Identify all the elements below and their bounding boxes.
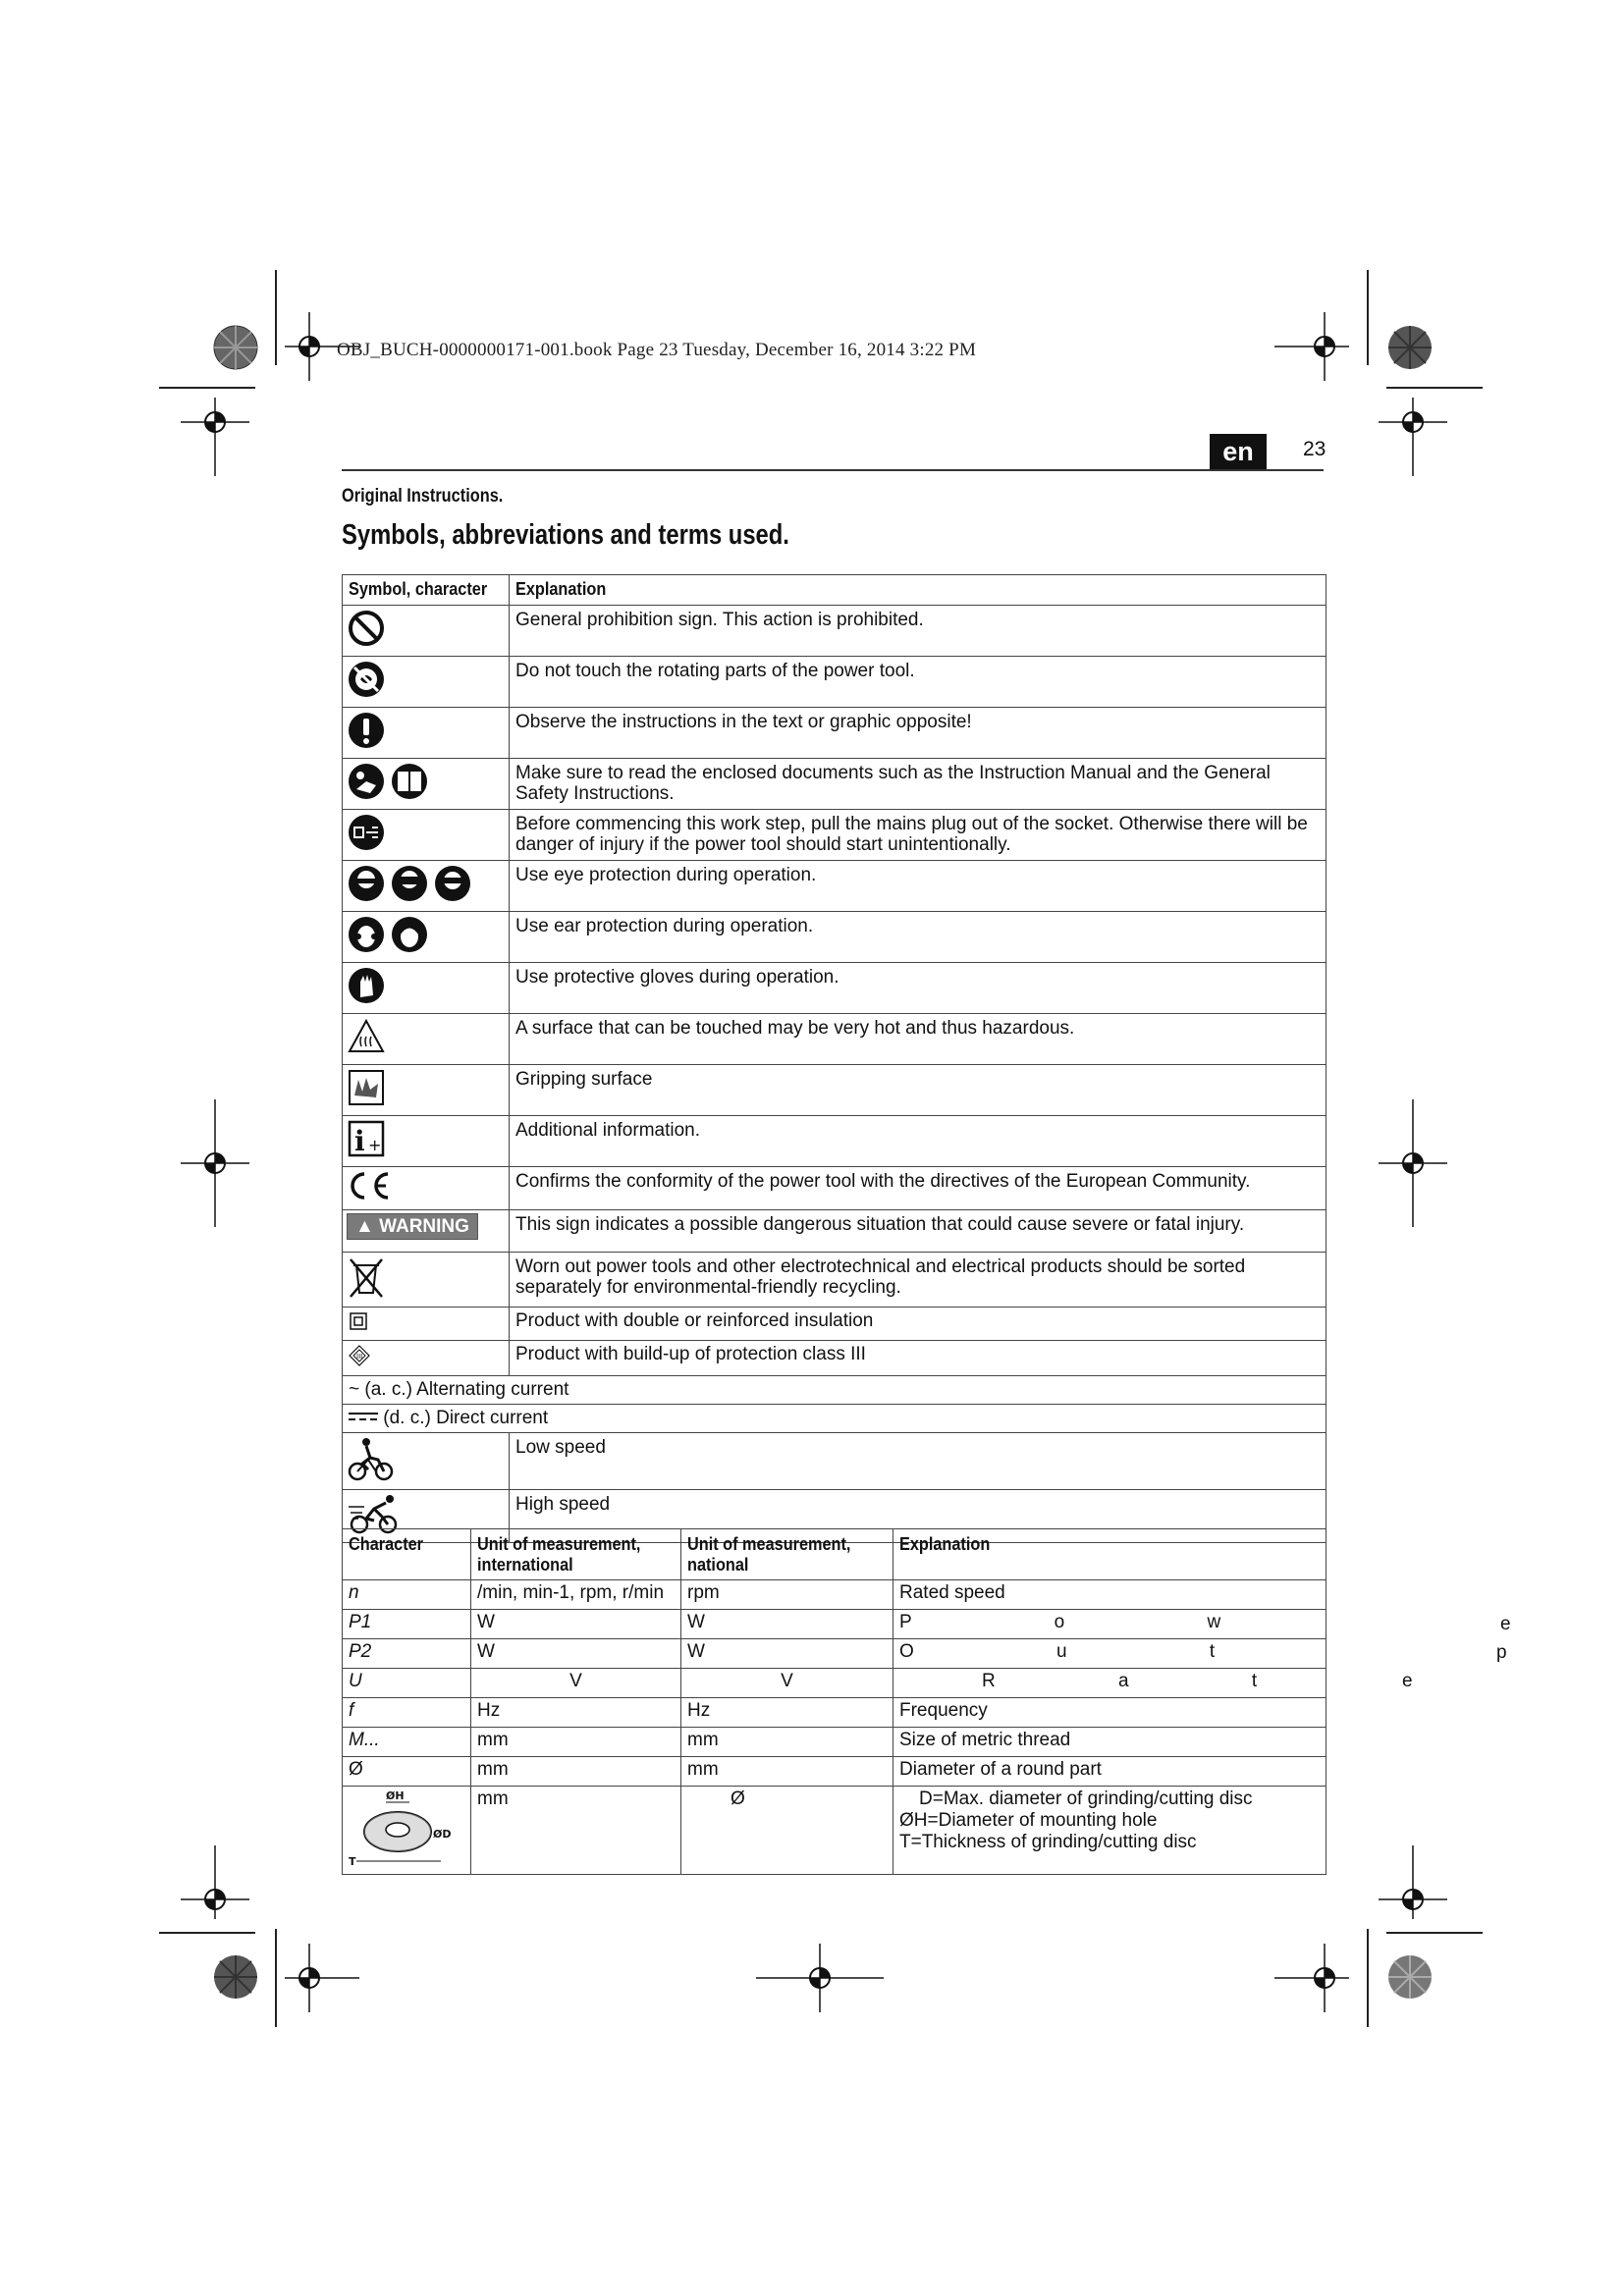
registration-mark-icon <box>181 1845 249 1919</box>
header-rule <box>342 469 1324 471</box>
low-speed-cyclist-icon <box>347 1436 396 1481</box>
table-row <box>343 1610 1326 1639</box>
table-row <box>343 1167 1326 1210</box>
crop-mark <box>159 1932 255 1934</box>
registration-mark-icon <box>1271 312 1349 381</box>
dc-current-line: (d. c.) Direct current <box>383 1408 549 1428</box>
registration-mark-icon <box>1379 1845 1447 1919</box>
symbol-explanation: Observe the instructions in the text or graphic opposite! <box>510 708 1326 759</box>
symbol-explanation: Product with build-up of protection class III <box>510 1341 1326 1376</box>
original-instructions-label: Original Instructions. <box>342 486 504 507</box>
table-row <box>343 1014 1326 1065</box>
intl-unit-cell: mm <box>471 1728 681 1757</box>
hot-surface-icon <box>347 1017 386 1056</box>
symbol-explanation: Product with double or reinforced insulation <box>510 1308 1326 1341</box>
column-header: Symbol, character <box>343 575 510 606</box>
table-row <box>343 708 1326 759</box>
intl-unit-cell: mm <box>471 1787 681 1875</box>
ac-current-line: ~ (a. c.) Alternating current <box>343 1376 1326 1405</box>
svg-text:+: + <box>368 1136 382 1154</box>
column-header: Explanation <box>893 1529 1326 1580</box>
explanation-cell: P o w <box>893 1610 1326 1639</box>
table-row <box>343 1253 1326 1308</box>
symbol-explanation: This sign indicates a possible dangerous situation that could cause severe or fatal injury. <box>510 1210 1326 1253</box>
explanation-line: T=Thickness of grinding/cutting disc <box>899 1832 1197 1852</box>
gripping-surface-icon <box>347 1068 386 1107</box>
symbol-explanation: High speed <box>510 1490 1326 1543</box>
information-icon <box>347 1119 386 1158</box>
crop-mark <box>1367 270 1369 365</box>
registration-mark-icon <box>285 1944 363 2012</box>
overflow-char: p <box>1496 1642 1507 1663</box>
ear-protection-icon <box>347 915 435 954</box>
table-row <box>343 1065 1326 1116</box>
overflow-char: e <box>1402 1671 1413 1691</box>
dc-current-icon <box>349 1410 378 1423</box>
table-row <box>343 1308 1326 1341</box>
table-row <box>343 1433 1326 1490</box>
table-row <box>343 1728 1326 1757</box>
table-row <box>343 810 1326 861</box>
table-row <box>343 912 1326 963</box>
natl-unit-cell: V <box>681 1669 893 1698</box>
read-manual-icon <box>347 762 435 801</box>
natl-unit-cell: W <box>681 1639 893 1669</box>
eye-protection-icon <box>347 864 474 903</box>
table-row <box>343 606 1326 657</box>
ce-mark-icon <box>347 1170 396 1201</box>
table-row <box>343 1580 1326 1610</box>
natl-unit-cell: mm <box>681 1728 893 1757</box>
symbol-explanation: Worn out power tools and other electrotechnical and electrical products should be sorted separately for environmental-friendly recycling. <box>510 1253 1326 1308</box>
table-row <box>343 1405 1326 1433</box>
disc-hole-label: ØH <box>386 1789 405 1802</box>
units-table <box>342 1528 1326 1875</box>
char-cell: f <box>343 1698 471 1728</box>
color-target-icon <box>1386 324 1434 371</box>
crop-mark <box>1386 1932 1483 1934</box>
color-target-icon <box>212 324 259 371</box>
exclamation-icon <box>347 711 386 750</box>
language-badge: en <box>1210 434 1267 469</box>
natl-unit-cell: Hz <box>681 1698 893 1728</box>
crop-mark <box>1386 387 1483 389</box>
symbol-explanation: Additional information. <box>510 1116 1326 1167</box>
char-cell: M... <box>343 1728 471 1757</box>
symbol-explanation: A surface that can be touched may be very hot and thus hazardous. <box>510 1014 1326 1065</box>
svg-text:III: III <box>356 1353 363 1361</box>
symbol-explanation: Make sure to read the enclosed documents such as the Instruction Manual and the General Safety Instructions. <box>510 759 1326 810</box>
unplug-icon <box>347 813 386 852</box>
column-header: Character <box>343 1529 471 1580</box>
table-header-row <box>343 1529 1326 1580</box>
symbols-table <box>342 574 1326 1543</box>
symbol-explanation: Gripping surface <box>510 1065 1326 1116</box>
table-row <box>343 1757 1326 1787</box>
table-row <box>343 861 1326 912</box>
column-header: Unit of measurement, national <box>681 1529 893 1580</box>
explanation-cell: R a t <box>893 1669 1326 1698</box>
explanation-cell: O u t <box>893 1639 1326 1669</box>
section-title: Symbols, abbreviations and terms used. <box>342 519 789 551</box>
column-header: Explanation <box>510 575 1326 606</box>
table-row <box>343 1787 1326 1875</box>
intl-unit-cell: /min, min-1, rpm, r/min <box>471 1580 681 1610</box>
gloves-icon <box>347 966 386 1005</box>
table-row <box>343 1669 1326 1698</box>
warning-label-icon: ▲ WARNING <box>347 1213 478 1240</box>
color-target-icon <box>212 1953 259 2001</box>
svg-text:i: i <box>354 1125 365 1157</box>
disc-diagram-icon <box>347 1789 455 1867</box>
explanation-line: ØH=Diameter of mounting hole <box>899 1810 1158 1831</box>
table-row <box>343 963 1326 1014</box>
natl-unit-cell: mm <box>681 1757 893 1787</box>
table-row <box>343 1376 1326 1405</box>
table-header-row <box>343 575 1326 606</box>
explanation-cell: Rated speed <box>893 1580 1326 1610</box>
crop-mark <box>275 1929 277 2027</box>
table-row <box>343 1639 1326 1669</box>
intl-unit-cell: Hz <box>471 1698 681 1728</box>
crop-mark <box>275 270 277 365</box>
explanation-line: D=Max. diameter of grinding/cutting disc <box>919 1789 1253 1809</box>
table-row <box>343 1116 1326 1167</box>
registration-mark-icon <box>181 1099 249 1227</box>
table-row <box>343 1210 1326 1253</box>
do-not-touch-rotating-icon <box>347 660 386 699</box>
table-row <box>343 1698 1326 1728</box>
registration-mark-icon <box>181 398 249 476</box>
registration-mark-icon <box>1379 398 1447 476</box>
intl-unit-cell: mm <box>471 1757 681 1787</box>
color-target-icon <box>1386 1953 1434 2001</box>
intl-unit-cell: W <box>471 1639 681 1669</box>
explanation-cell: Size of metric thread <box>893 1728 1326 1757</box>
char-cell: U <box>343 1669 471 1698</box>
symbol-explanation: Use eye protection during operation. <box>510 861 1326 912</box>
column-header: Unit of measurement, international <box>471 1529 681 1580</box>
intl-unit-cell: V <box>471 1669 681 1698</box>
char-cell: n <box>343 1580 471 1610</box>
table-row <box>343 1341 1326 1376</box>
page-number: 23 <box>1303 438 1326 460</box>
symbol-explanation: Before commencing this work step, pull the mains plug out of the socket. Otherwise there will be danger of injury if the power tool should start unintentionally. <box>510 810 1326 861</box>
explanation-cell: Frequency <box>893 1698 1326 1728</box>
natl-unit-cell: W <box>681 1610 893 1639</box>
symbol-explanation: Low speed <box>510 1433 1326 1490</box>
explanation-cell: Diameter of a round part <box>893 1757 1326 1787</box>
registration-mark-icon <box>756 1944 884 2012</box>
symbol-explanation: General prohibition sign. This action is prohibited. <box>510 606 1326 657</box>
print-meta-line: OBJ_BUCH-0000000171-001.book Page 23 Tuesday, December 16, 2014 3:22 PM <box>337 340 977 360</box>
crop-mark <box>159 387 255 389</box>
symbol-explanation: Use protective gloves during operation. <box>510 963 1326 1014</box>
natl-unit-cell: rpm <box>681 1580 893 1610</box>
natl-unit-cell: Ø <box>681 1787 893 1875</box>
symbol-explanation: Do not touch the rotating parts of the power tool. <box>510 657 1326 708</box>
disc-outer-label: ØD <box>433 1828 452 1841</box>
symbol-explanation: Use ear protection during operation. <box>510 912 1326 963</box>
char-cell: P1 <box>343 1610 471 1639</box>
protection-class-3-icon <box>349 1345 370 1366</box>
intl-unit-cell: W <box>471 1610 681 1639</box>
weee-bin-icon <box>347 1255 386 1299</box>
double-insulation-icon <box>349 1311 368 1331</box>
table-row <box>343 759 1326 810</box>
overflow-char: e <box>1500 1614 1511 1634</box>
symbol-explanation: Confirms the conformity of the power tool with the directives of the European Community. <box>510 1167 1326 1210</box>
registration-mark-icon <box>1379 1099 1447 1227</box>
crop-mark <box>1367 1929 1369 2027</box>
registration-mark-icon <box>1271 1944 1349 2012</box>
disc-thickness-label: T <box>349 1855 356 1867</box>
table-row <box>343 657 1326 708</box>
char-cell: Ø <box>343 1757 471 1787</box>
char-cell: P2 <box>343 1639 471 1669</box>
prohibition-icon <box>347 609 386 648</box>
